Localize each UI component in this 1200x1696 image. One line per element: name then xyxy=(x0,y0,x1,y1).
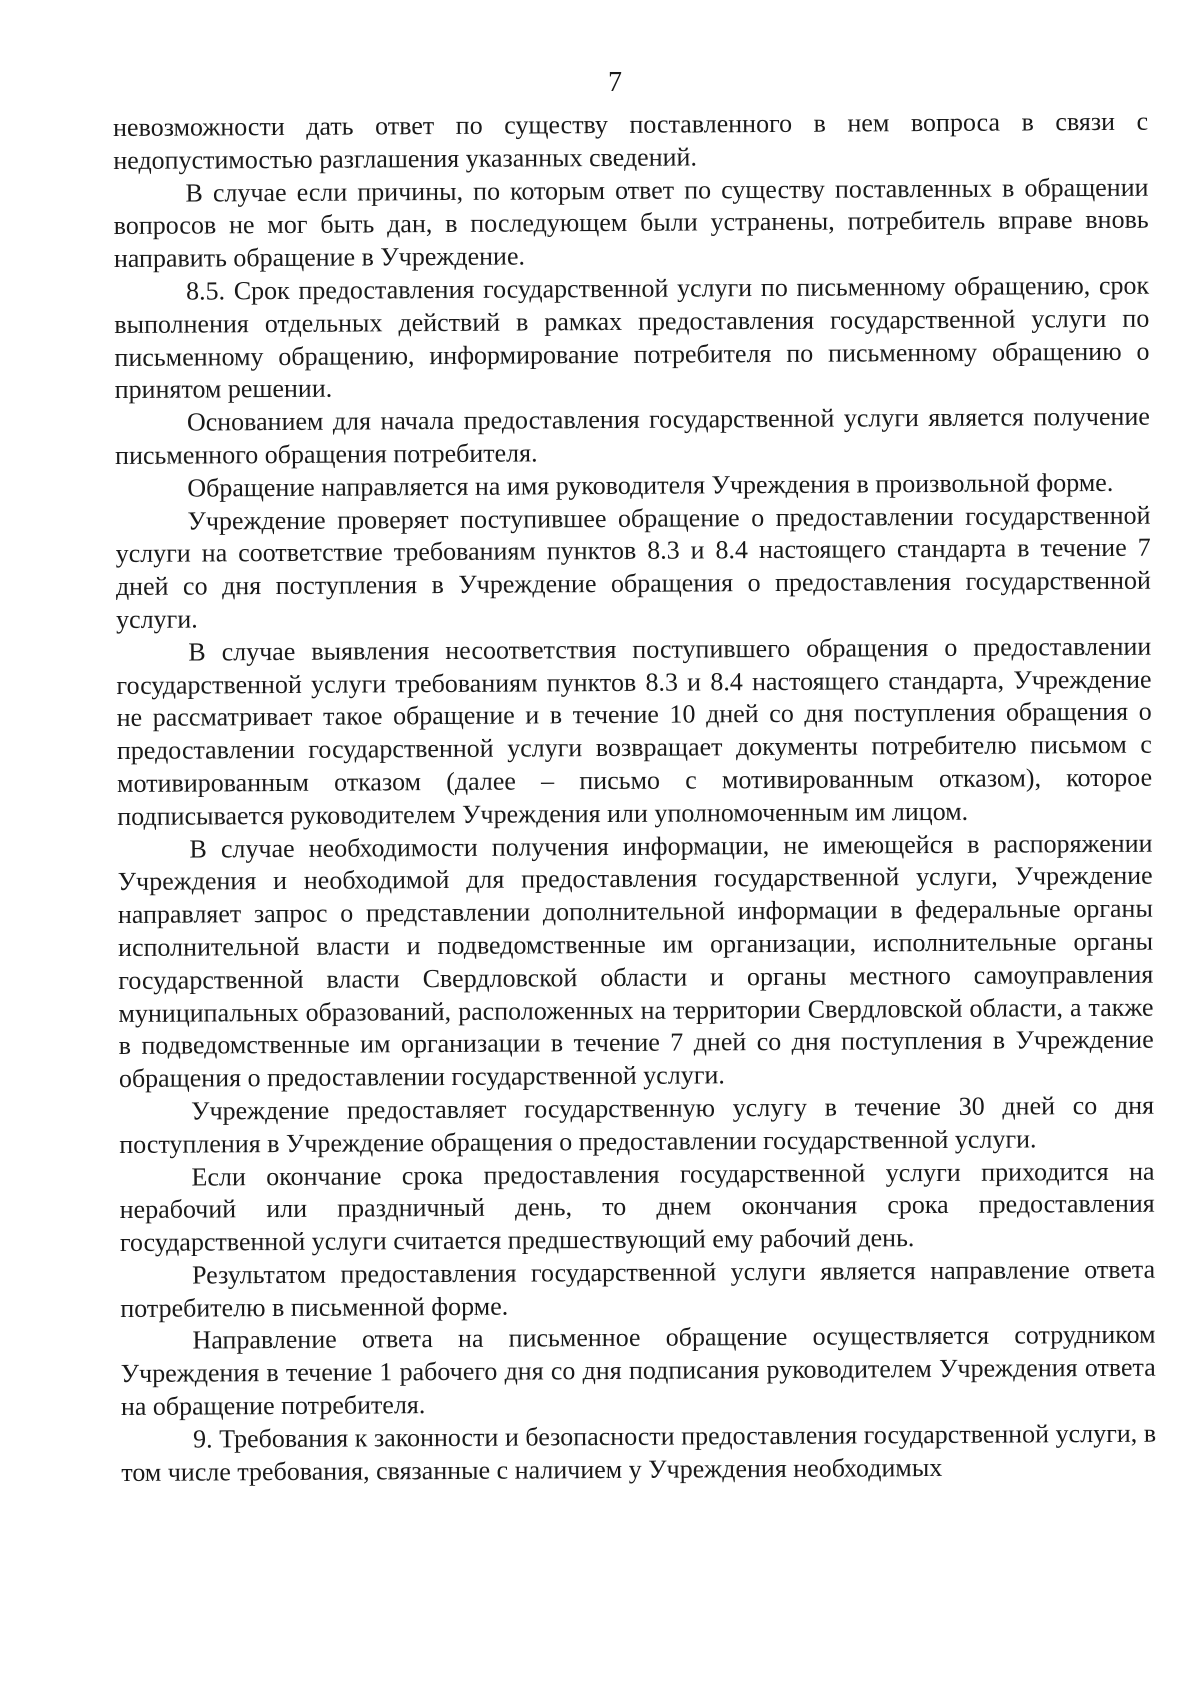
paragraph: В случае необходимости получения информации, не имеющейся в распоряжении Учреждения и необходимой для предоставления государственной услуги, Учреждение направляет запрос о представлении дополнительной информации в федеральные органы исполнительной власти и подведомственные им организации, исполнительные органы государственной власти Свердловской области и органы местного самоуправления муниципальных образований, расположенных на территории Свердловской области, а также в подведомственные им организации в течение 7 дней со дня поступления в Учреждение обращения о предоставлении государственной услуги. xyxy=(117,828,1154,1094)
paragraph: В случае выявления несоответствия поступившего обращения о предоставлении государственной услуги требованиям пунктов 8.3 и 8.4 настоящего стандарта, Учреждение не рассматривает такое обращение и в течение 10 дней со дня поступления обращения о предоставлении государственной услуги возвращает документы потребителю письмом с мотивированным отказом (далее – письмо с мотивированным отказом), которое подписывается руководителем Учреждения или уполномоченным им лицом. xyxy=(116,631,1153,831)
paragraph: Если окончание срока предоставления государственной услуги приходится на нерабочий или праздничный день, то днем окончания срока предоставления государственной услуги считается предшествующий ему рабочий день. xyxy=(119,1156,1155,1258)
page-number: 7 xyxy=(608,67,622,98)
document-body xyxy=(113,106,1156,1490)
paragraph: 9. Требования к законности и безопасности предоставления государственной услуги, в том числе требования, связанные с наличием у Учреждения необходимых xyxy=(121,1418,1157,1487)
paragraph: Основанием для начала предоставления государственной услуги является получение письменного обращения потребителя. xyxy=(115,401,1150,470)
paragraph: невозможности дать ответ по существу поставленного в нем вопроса в связи с недопустимостью разглашения указанных сведений. xyxy=(113,106,1149,175)
paragraph: В случае если причины, по которым ответ по существу поставленных в обращении вопросов не мог быть дан, в последующем были устранены, потребитель вправе вновь направить обращение в Учреждение. xyxy=(113,172,1149,274)
paragraph: Результатом предоставления государственной услуги является направление ответа потребителю в письменной форме. xyxy=(120,1254,1156,1323)
paragraph: Обращение направляется на имя руководителя Учреждения в произвольной форме. xyxy=(187,467,1114,503)
paragraph: Направление ответа на письменное обращение осуществляется сотрудником Учреждения в течение 1 рабочего дня со дня подписания руководителем Учреждения ответа на обращение потребителя. xyxy=(120,1320,1156,1422)
paragraph: 8.5. Срок предоставления государственной услуги по письменному обращению, срок выполнения отдельных действий в рамках предоставления государственной услуги по письменному обращению, информирование потребителя по письменному обращению о принятом решении. xyxy=(114,270,1150,405)
paragraph: Учреждение предоставляет государственную услугу в течение 30 дней со дня поступления в Учреждение обращения о предоставлении государственной услуги. xyxy=(119,1090,1155,1159)
paragraph: Учреждение проверяет поступившее обращение о предоставлении государственной услуги на соответствие требованиям пунктов 8.3 и 8.4 настоящего стандарта в течение 7 дней со дня поступления в Учреждение обращения о предоставления государственной услуги. xyxy=(115,500,1151,634)
